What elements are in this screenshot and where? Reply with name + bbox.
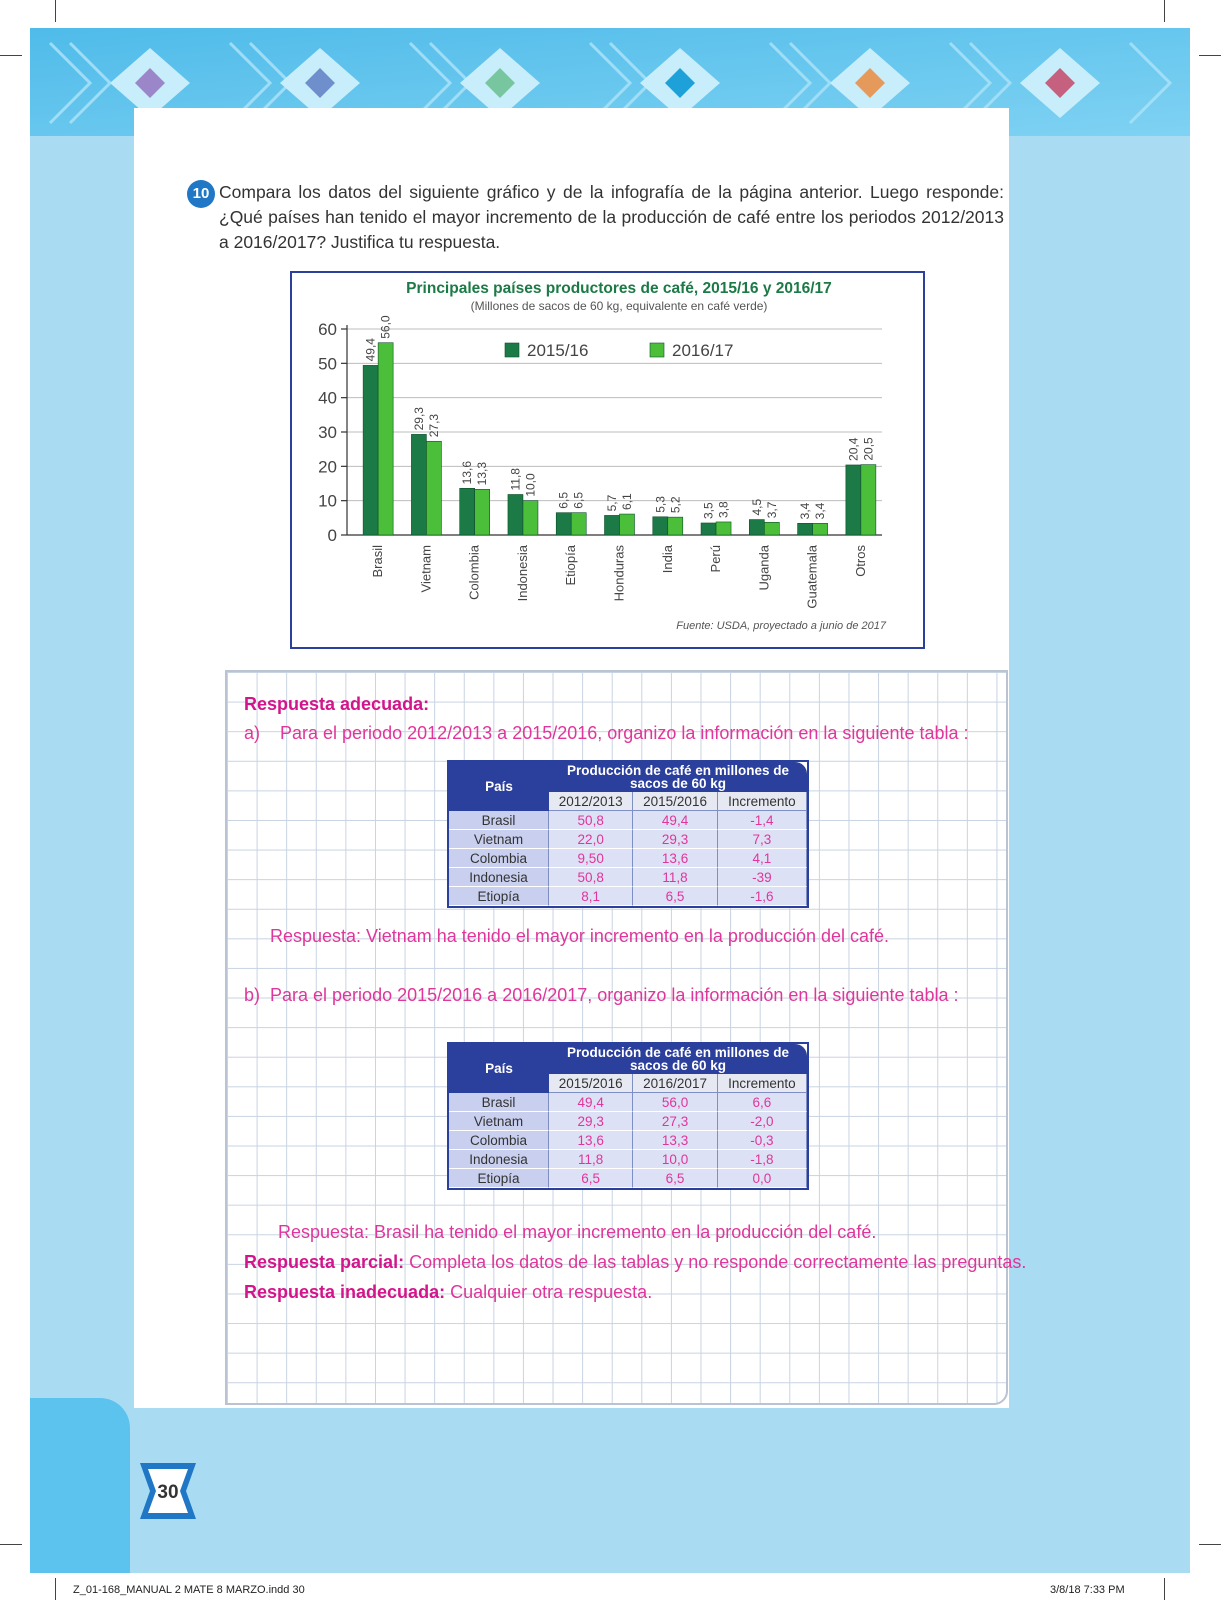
answer-partial: Respuesta parcial: Completa los datos de las tablas y no responde correctamente las preguntas. [244,1252,1027,1272]
table-cell-value: 6,6 [718,1093,807,1112]
page-number-badge [140,1463,196,1519]
table-row [449,811,807,830]
answer-part-a: a) Para el periodo 2012/2013 a 2015/2016, organizo la información en la siguiente tabla : [244,723,969,743]
bar [411,434,426,535]
table-cell-country: Etiopía [449,1169,549,1188]
data-label: 4,5 [749,498,764,516]
crop-mark [1164,0,1165,22]
table-cell-country: Brasil [449,1093,549,1112]
bar [764,522,779,535]
table-cell-value: 50,8 [549,811,633,830]
bar [846,465,861,535]
page-number: 30 [157,1482,179,1503]
table-cell-value: 29,3 [549,1112,633,1131]
data-label: 5,3 [653,496,668,513]
table-cell-country: Vietnam [449,1112,549,1131]
legend-swatch [505,343,519,357]
table-row [449,868,807,887]
table-header-country: País [449,762,549,811]
data-label: 11,8 [508,468,523,491]
chart-canvas [292,273,923,647]
data-label: 27,3 [426,413,441,438]
crop-mark [55,0,56,22]
answer-a-response: Respuesta: Vietnam ha tenido el mayor incremento en la producción del café. [270,926,890,946]
bar [523,501,538,535]
table-cell-value: -0,3 [718,1131,807,1150]
bar [378,343,393,535]
table-cell-value: -39 [718,868,807,887]
y-tick-label: 30 [318,423,337,442]
bar [426,441,441,535]
x-tick-label: Uganda [756,545,772,591]
bar [363,365,378,535]
table-row [449,1112,807,1131]
corner-tab [30,1398,130,1573]
x-tick-label: Perú [708,545,724,573]
legend-label: 2015/16 [527,341,589,360]
table-cell-value: 27,3 [633,1112,717,1131]
bar [749,520,764,535]
table-cell-value: 9,50 [549,849,633,868]
table-cell-country: Vietnam [449,830,549,849]
question-number-badge: 10 [187,180,215,208]
table-a [447,760,809,908]
table-cell-value: 0,0 [718,1169,807,1188]
x-tick-label: India [659,545,675,574]
bar [653,517,668,535]
table-row [449,1150,807,1169]
table-cell-value: 6,5 [633,1169,717,1188]
bar [620,514,635,535]
table-col-header: Incremento [718,792,807,811]
data-label: 49,4 [363,338,378,362]
data-label: 56,0 [378,315,393,339]
table-cell-value: -1,8 [718,1150,807,1169]
data-label: 3,8 [716,501,731,518]
answer-inadequate: Respuesta inadecuada: Cualquier otra respuesta. [244,1282,653,1302]
table-cell-value: 49,4 [549,1093,633,1112]
bar [861,465,876,535]
table-col-header: 2012/2013 [549,792,633,811]
table-cell-value: 11,8 [549,1150,633,1169]
chart-subtitle: (Millones de sacos de 60 kg, equivalente en café verde) [470,299,768,313]
data-label: 3,5 [701,502,716,519]
table-cell-value: 6,5 [549,1169,633,1188]
table-row [449,1131,807,1150]
data-label: 29,3 [411,407,426,431]
table-cell-value: 10,0 [633,1150,717,1169]
data-label: 5,2 [668,496,683,514]
y-tick-label: 10 [318,491,337,511]
data-label: 6,1 [620,493,634,511]
table-cell-value: -1,6 [718,887,807,906]
table-cell-value: 4,1 [718,849,807,868]
table-cell-value: 22,0 [549,830,633,849]
table-header-group: Producción de café en millones de sacos de 60 kg [549,762,807,792]
table-col-header: 2015/2016 [633,792,717,811]
bar [508,494,523,535]
table-header-country: País [449,1044,549,1093]
crop-mark [1199,1544,1221,1545]
table-cell-value: 50,8 [549,868,633,887]
table-row [449,830,807,849]
chart-legend [505,341,733,360]
coffee-production-chart [290,271,925,649]
x-tick-label: Guatemala [804,545,820,609]
x-tick-label: Vietnam [418,545,434,593]
table-cell-value: 49,4 [633,811,717,830]
bar [475,489,490,535]
data-label: 6,5 [556,491,571,509]
crop-mark [55,1578,56,1600]
x-tick-label: Honduras [611,545,627,602]
y-tick-label: 40 [318,388,337,408]
table-cell-country: Brasil [449,811,549,830]
table-row [449,1169,807,1188]
table-col-header: Incremento [718,1074,807,1093]
chart-title: Principales países productores de café, 2015/16 y 2016/17 [406,280,832,297]
crop-mark [0,1544,22,1545]
table-cell-value: 7,3 [718,830,807,849]
table-col-header: 2015/2016 [549,1074,633,1093]
table-header-group: Producción de café en millones de sacos de 60 kg [549,1044,807,1074]
x-tick-label: Indonesia [514,545,530,602]
data-label: 3,4 [813,502,828,520]
answer-part-b: b) Para el periodo 2015/2016 a 2016/2017, organizo la información en la siguiente tabla : [244,985,959,1005]
table-cell-value: 13,3 [633,1131,717,1150]
y-tick-label: 0 [327,526,337,545]
bar [798,523,813,535]
table-cell-value: 13,6 [549,1131,633,1150]
data-label: 20,4 [846,437,861,461]
table-row [449,1093,807,1112]
data-label: 3,4 [798,502,813,520]
table-cell-value: 8,1 [549,887,633,906]
footer-date: 3/8/18 7:33 PM [1050,1584,1125,1596]
bar [605,515,620,535]
y-tick-label: 50 [318,354,337,374]
question-text: Compara los datos del siguiente gráfico y de la infografía de la página anterior. Luego responde: ¿Qué países han tenido el mayor incremento de la producción de café entre los periodos 2012/2013 a 2016/2017? Justifica tu respuesta. [219,182,1004,252]
x-tick-label: Brasil [370,545,386,578]
y-tick-label: 60 [318,320,337,339]
table-cell-value: 56,0 [633,1093,717,1112]
footer-filename: Z_01-168_MANUAL 2 MATE 8 MARZO.indd 30 [73,1584,305,1596]
data-label: 13,3 [475,461,490,486]
data-label: 20,5 [861,437,876,461]
bar [556,513,571,535]
table-cell-value: 6,5 [633,887,717,906]
bar [668,517,683,535]
bar [571,513,586,535]
table-cell-value: -1,4 [718,811,807,830]
table-b [447,1042,809,1190]
data-label: 6,5 [571,491,586,509]
chart-source: Fuente: USDA, proyectado a junio de 2017 [676,620,886,632]
answer-b-response: Respuesta: Brasil ha tenido el mayor incremento en la producción del café. [278,1222,877,1242]
bar [716,522,731,535]
table-cell-country: Etiopía [449,887,549,906]
data-label: 3,7 [764,501,779,519]
bar [460,488,475,535]
table-cell-country: Indonesia [449,868,549,887]
bar [813,523,828,535]
table-col-header: 2016/2017 [633,1074,717,1093]
legend-swatch [650,343,664,357]
table-row [449,887,807,906]
x-tick-label: Etiopía [563,545,579,586]
y-tick-label: 20 [318,457,337,477]
table-row [449,849,807,868]
x-tick-label: Otros [852,545,868,577]
table-cell-value: 11,8 [633,868,717,887]
legend-label: 2016/17 [672,341,734,360]
data-label: 13,6 [460,460,475,485]
data-label: 5,7 [605,494,619,512]
answer-adequate-label: Respuesta adecuada: [244,694,430,714]
table-cell-country: Colombia [449,849,549,868]
crop-mark [1199,55,1221,56]
table-cell-value: 13,6 [633,849,717,868]
crop-mark [1164,1578,1165,1600]
table-cell-country: Colombia [449,1131,549,1150]
bars [363,315,876,609]
table-cell-value: -2,0 [718,1112,807,1131]
table-cell-value: 29,3 [633,830,717,849]
crop-mark [0,55,22,56]
table-cell-country: Indonesia [449,1150,549,1169]
data-label: 10,0 [523,473,538,497]
bar [701,523,716,535]
x-tick-label: Colombia [466,545,482,600]
